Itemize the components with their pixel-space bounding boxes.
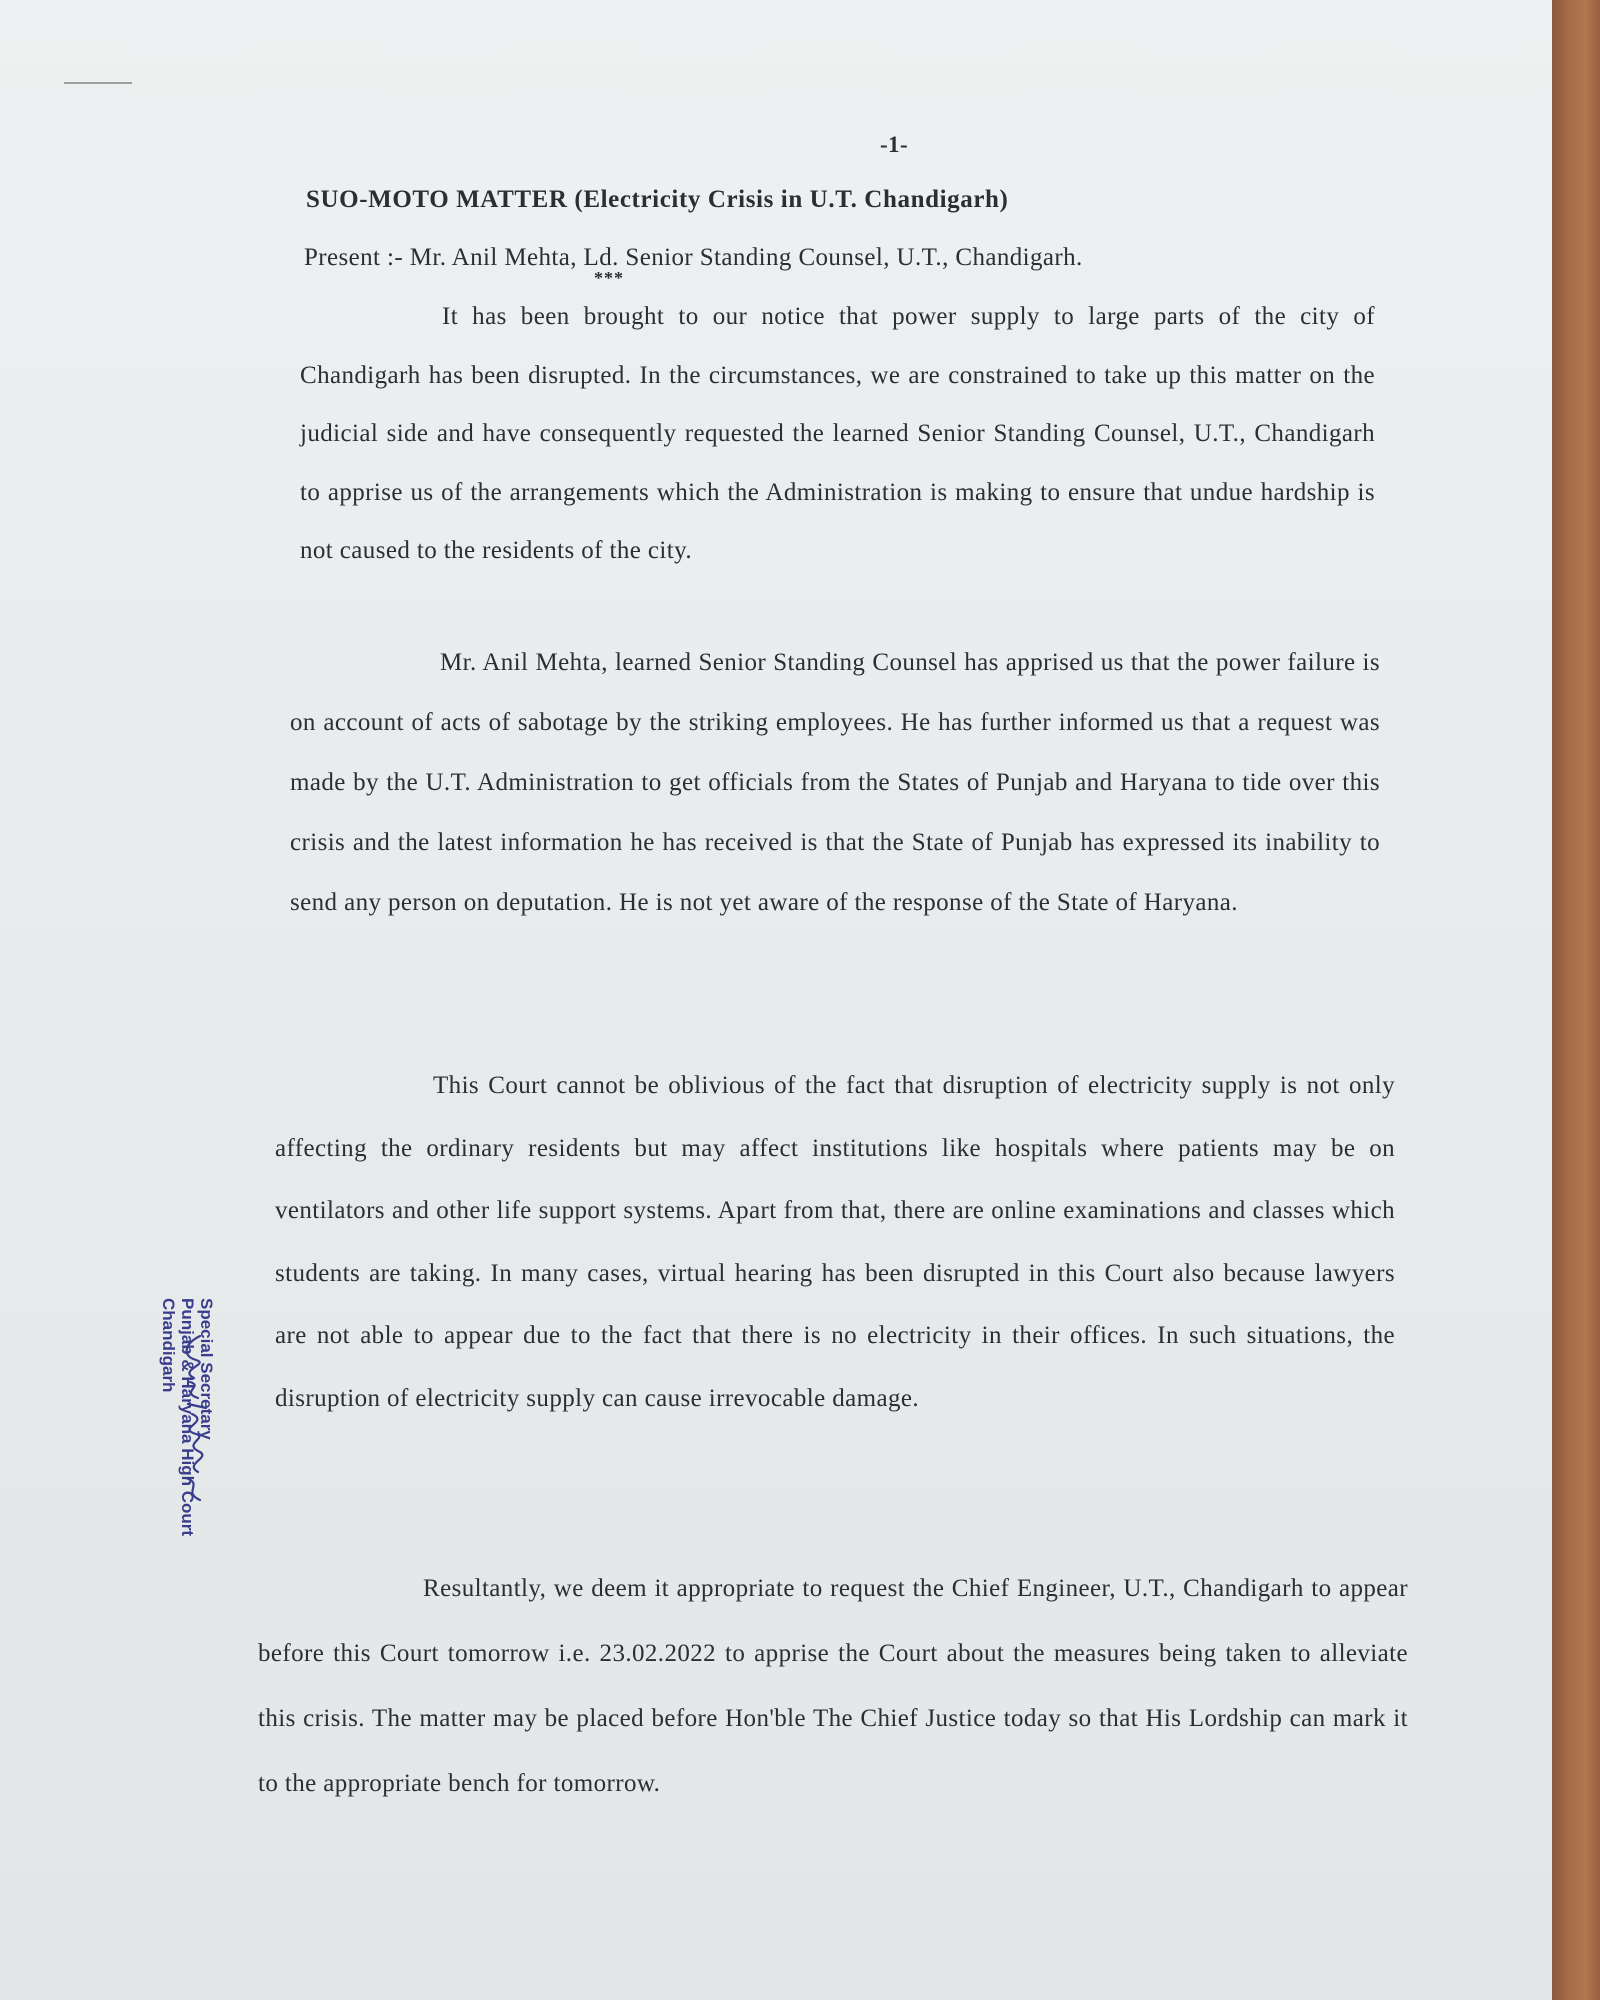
paragraph-4 (258, 1556, 1408, 1816)
corner-mark (64, 82, 132, 84)
paragraph-text: Resultantly, we deem it appropriate to request the Chief Engineer, U.T., Chandigarh to appear before this Court tomorrow i.e. 23.02.2022 to apprise the Court about the measures being taken to alleviate this crisis. The matter may be placed before Hon'ble The Chief Justice today so that His Lordship can mark it to the appropriate bench for tomorrow. (258, 1575, 1408, 1797)
paragraph-text: It has been brought to our notice that power supply to large parts of the city of Chandigarh has been disrupted. In the circumstances, we are constrained to take up this matter on the judicial side and have consequently requested the learned Senior Standing Counsel, U.T., Chandigarh to apprise us of the arrangements which the Administration is making to ensure that undue hardship is not caused to the residents of the city. (300, 303, 1375, 564)
stamp-line-city: Chandigarh (159, 1298, 178, 1393)
stamp-line-title: Special Secretary (197, 1298, 216, 1440)
paragraph-text: This Court cannot be oblivious of the fact that disruption of electricity supply is not only affecting the ordinary residents but may affect institutions like hospitals where patients may be on ventilators and other life support systems. Apart from that, there are online examinations and classes which students are taking. In many cases, virtual hearing has been disrupted in this Court also because lawyers are not able to appear due to the fact that there is no electricity in their offices. In such situations, the disruption of electricity supply can cause irrevocable damage. (275, 1072, 1395, 1412)
page-number: -1- (880, 132, 909, 157)
document-heading: SUO-MOTO MATTER (Electricity Crisis in U.T. Chandigarh) (306, 186, 1009, 213)
binder-spine (1552, 0, 1600, 2000)
handwritten-signature (170, 1330, 218, 1510)
paragraph-text: Mr. Anil Mehta, learned Senior Standing Counsel has apprised us that the power failure is on account of acts of sabotage by the striking employees. He has further informed us that a request was made by the U.T. Administration to get officials from the States of Punjab and Haryana to tide over this crisis and the latest information he has received is that the State of Punjab has expressed its inability to send any person on deputation. He is not yet aware of the response of the State of Haryana. (290, 649, 1380, 916)
present-line: Present :- Mr. Anil Mehta, Ld. Senior Standing Counsel, U.T., Chandigarh. (304, 244, 1083, 271)
separator-stars: *** (594, 268, 624, 288)
paragraph-1 (300, 288, 1375, 581)
paragraph-2 (290, 633, 1380, 933)
stamp-line-court: Punjab & Haryana High Court (178, 1298, 197, 1537)
paragraph-3 (275, 1055, 1395, 1430)
